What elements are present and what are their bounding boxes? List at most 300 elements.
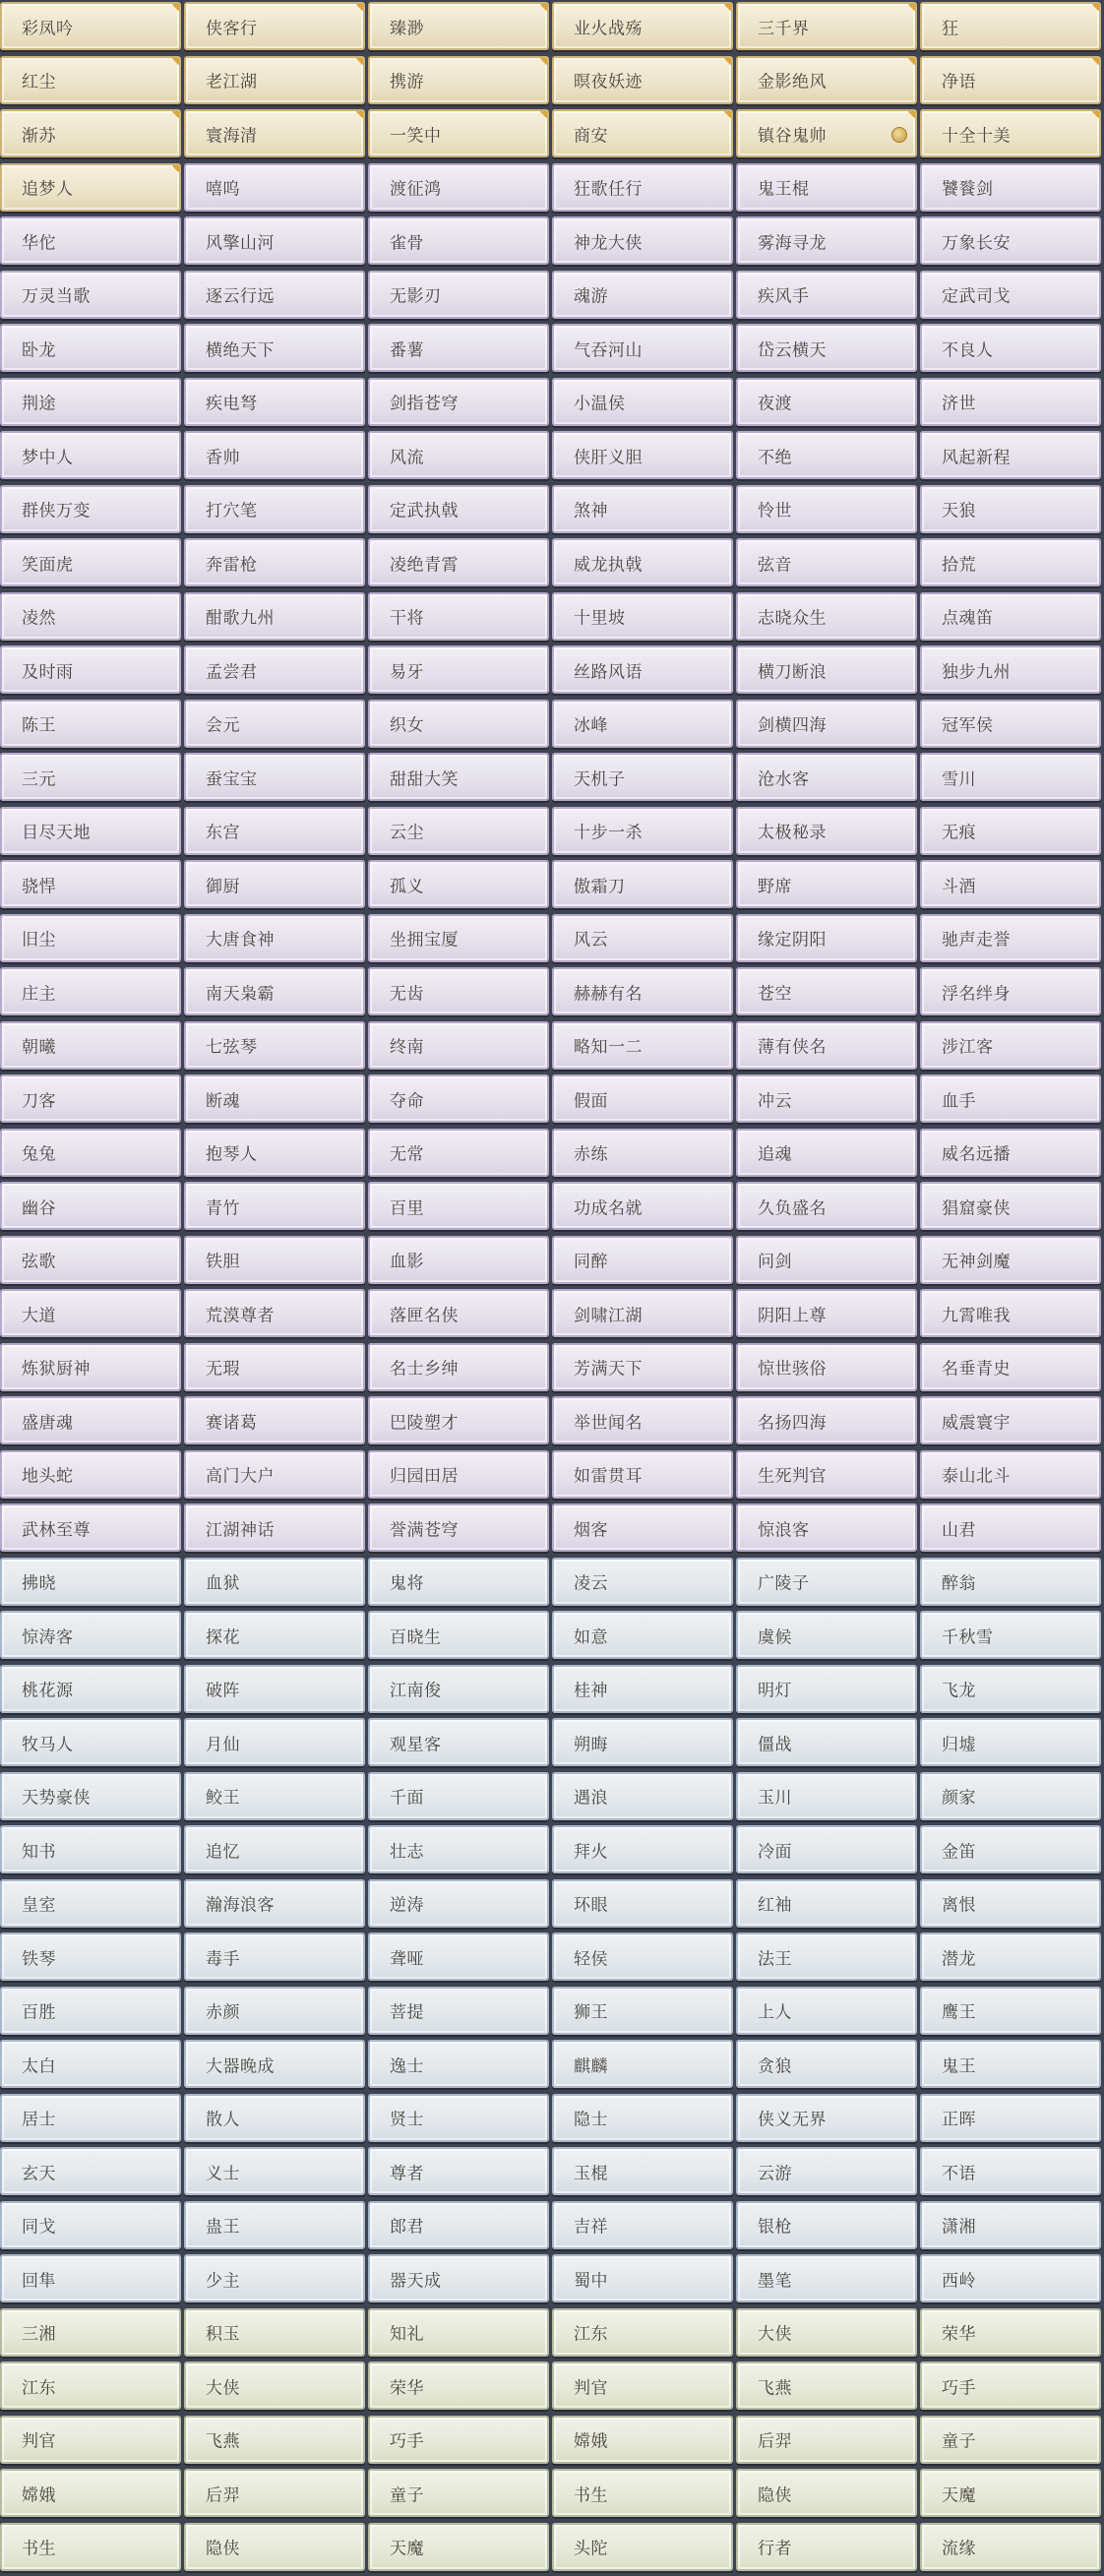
title-tile[interactable] — [736, 2, 917, 50]
title-tile[interactable] — [920, 1987, 1101, 2035]
title-tile[interactable] — [184, 860, 365, 908]
title-tile[interactable] — [0, 1772, 181, 1820]
title-tile[interactable] — [736, 645, 917, 694]
title-tile[interactable] — [920, 1718, 1101, 1766]
title-tile[interactable] — [0, 2040, 181, 2088]
title-tile[interactable] — [368, 1611, 549, 1659]
title-tile[interactable] — [552, 645, 733, 694]
title-tile[interactable] — [184, 914, 365, 962]
title-tile[interactable] — [736, 1932, 917, 1981]
title-tile[interactable] — [0, 860, 181, 908]
title-tile[interactable] — [0, 1987, 181, 2035]
title-tile[interactable] — [736, 1074, 917, 1123]
title-tile[interactable] — [0, 914, 181, 962]
title-tile[interactable] — [736, 1129, 917, 1177]
title-tile[interactable] — [184, 216, 365, 265]
title-tile[interactable] — [552, 1558, 733, 1606]
title-tile[interactable] — [368, 2, 549, 50]
title-tile[interactable] — [736, 324, 917, 372]
title-tile[interactable] — [368, 645, 549, 694]
title-tile[interactable] — [0, 1611, 181, 1659]
title-tile[interactable] — [736, 1182, 917, 1230]
title-tile[interactable] — [920, 1289, 1101, 1337]
title-tile[interactable] — [552, 2094, 733, 2142]
title-tile[interactable] — [184, 753, 365, 801]
title-tile[interactable] — [184, 807, 365, 855]
title-tile[interactable] — [0, 2361, 181, 2410]
title-tile-label: 月仙 — [206, 1735, 240, 1754]
title-tile-label: 坐拥宝厦 — [390, 930, 459, 951]
title-tile[interactable] — [736, 860, 917, 908]
title-tile[interactable] — [552, 216, 733, 265]
title-tile[interactable] — [184, 967, 365, 1015]
title-tile[interactable] — [920, 1236, 1101, 1284]
title-tile[interactable] — [184, 1074, 365, 1123]
title-tile[interactable] — [368, 1879, 549, 1928]
title-tile-label: 刀客 — [22, 1091, 56, 1111]
title-tile[interactable] — [184, 2469, 365, 2517]
title-tile[interactable] — [552, 431, 733, 479]
title-tile[interactable] — [736, 2201, 917, 2249]
title-tile[interactable] — [920, 1558, 1101, 1606]
title-tile[interactable] — [552, 2361, 733, 2410]
title-tile[interactable] — [184, 1450, 365, 1499]
title-tile[interactable] — [368, 163, 549, 212]
title-tile[interactable] — [368, 1396, 549, 1444]
title-tile[interactable] — [736, 2040, 917, 2088]
title-tile[interactable] — [552, 1396, 733, 1444]
title-tile[interactable] — [184, 324, 365, 372]
title-tile[interactable] — [0, 700, 181, 748]
title-tile[interactable] — [0, 1343, 181, 1391]
title-tile[interactable] — [920, 163, 1101, 212]
title-tile[interactable] — [184, 1236, 365, 1284]
title-tile[interactable] — [368, 753, 549, 801]
title-tile[interactable] — [184, 2, 365, 50]
title-tile[interactable] — [920, 2254, 1101, 2302]
title-tile[interactable] — [920, 1021, 1101, 1070]
title-tile[interactable] — [552, 2254, 733, 2302]
title-tile[interactable] — [552, 378, 733, 426]
title-tile[interactable] — [0, 538, 181, 586]
title-tile[interactable] — [0, 378, 181, 426]
title-tile[interactable] — [0, 2147, 181, 2195]
title-tile[interactable] — [184, 1396, 365, 1444]
title-tile[interactable] — [0, 56, 181, 104]
title-tile[interactable] — [368, 592, 549, 641]
title-tile[interactable] — [184, 1503, 365, 1552]
title-tile[interactable] — [368, 324, 549, 372]
title-tile[interactable] — [184, 2416, 365, 2464]
title-tile[interactable] — [920, 700, 1101, 748]
title-tile[interactable] — [184, 2361, 365, 2410]
title-tile[interactable] — [184, 378, 365, 426]
title-tile[interactable] — [920, 967, 1101, 1015]
title-tile[interactable] — [184, 1665, 365, 1713]
title-tile[interactable] — [736, 431, 917, 479]
title-tile[interactable] — [552, 2201, 733, 2249]
title-tile[interactable] — [736, 1503, 917, 1552]
title-tile[interactable] — [184, 1558, 365, 1606]
title-tile[interactable] — [184, 2094, 365, 2142]
title-tile[interactable] — [736, 2254, 917, 2302]
title-tile[interactable] — [552, 1987, 733, 2035]
title-tile[interactable] — [368, 1289, 549, 1337]
title-tile[interactable] — [552, 1718, 733, 1766]
title-tile[interactable] — [920, 1074, 1101, 1123]
title-tile-label: 判官 — [22, 2431, 56, 2452]
title-tile[interactable] — [368, 216, 549, 265]
title-tile[interactable] — [0, 1182, 181, 1230]
title-tile[interactable] — [736, 378, 917, 426]
grid-column — [552, 0, 733, 2576]
title-tile[interactable] — [184, 1182, 365, 1230]
title-tile[interactable] — [184, 1772, 365, 1820]
title-tile[interactable] — [736, 1236, 917, 1284]
title-tile[interactable] — [184, 1129, 365, 1177]
title-tile[interactable] — [184, 2040, 365, 2088]
title-tile-label: 云游 — [758, 2164, 792, 2183]
title-tile[interactable] — [920, 1611, 1101, 1659]
title-tile[interactable] — [0, 1396, 181, 1444]
title-tile[interactable] — [368, 2201, 549, 2249]
title-tile[interactable] — [0, 2254, 181, 2302]
title-tile[interactable] — [552, 753, 733, 801]
title-tile[interactable] — [184, 485, 365, 533]
title-tile[interactable] — [184, 2523, 365, 2571]
title-tile[interactable] — [368, 56, 549, 104]
title-tile[interactable] — [920, 1772, 1101, 1820]
title-tile[interactable] — [920, 2040, 1101, 2088]
title-tile[interactable] — [0, 109, 181, 157]
title-tile[interactable] — [0, 2416, 181, 2464]
title-tile[interactable] — [368, 1987, 549, 2035]
title-tile[interactable] — [368, 1450, 549, 1499]
title-tile[interactable] — [0, 1718, 181, 1766]
title-tile[interactable] — [368, 1182, 549, 1230]
title-tile[interactable] — [736, 1450, 917, 1499]
title-tile[interactable] — [552, 914, 733, 962]
title-tile[interactable] — [184, 1289, 365, 1337]
title-tile[interactable] — [736, 538, 917, 586]
title-tile[interactable] — [736, 1772, 917, 1820]
title-tile[interactable] — [920, 807, 1101, 855]
title-tile[interactable] — [920, 485, 1101, 533]
title-tile-label: 生死判官 — [758, 1466, 827, 1487]
title-tile[interactable] — [368, 1825, 549, 1873]
title-tile[interactable] — [368, 1503, 549, 1552]
title-tile[interactable] — [0, 1932, 181, 1981]
title-tile[interactable] — [184, 1932, 365, 1981]
title-tile[interactable] — [736, 2094, 917, 2142]
title-tile[interactable] — [0, 967, 181, 1015]
title-tile[interactable] — [920, 2, 1101, 50]
title-tile-label: 群侠万变 — [22, 501, 91, 521]
title-tile[interactable] — [552, 2523, 733, 2571]
title-tile[interactable] — [920, 538, 1101, 586]
title-tile[interactable] — [736, 1021, 917, 1070]
title-tile[interactable] — [736, 1879, 917, 1928]
title-tile[interactable] — [0, 2308, 181, 2357]
title-tile[interactable] — [552, 1074, 733, 1123]
title-tile[interactable] — [184, 1611, 365, 1659]
title-tile[interactable] — [368, 1558, 549, 1606]
title-tile[interactable] — [920, 1825, 1101, 1873]
title-tile[interactable] — [0, 753, 181, 801]
title-tile[interactable] — [368, 967, 549, 1015]
title-tile[interactable] — [920, 216, 1101, 265]
title-tile[interactable] — [736, 163, 917, 212]
title-tile[interactable] — [920, 2094, 1101, 2142]
title-tile[interactable] — [184, 1987, 365, 2035]
title-tile[interactable] — [184, 1825, 365, 1873]
title-tile-label: 缘定阴阳 — [758, 930, 827, 951]
title-tile[interactable] — [0, 271, 181, 319]
title-tile[interactable] — [368, 807, 549, 855]
title-tile[interactable] — [368, 1021, 549, 1070]
title-tile[interactable] — [920, 592, 1101, 641]
title-tile[interactable] — [368, 485, 549, 533]
title-tile[interactable] — [552, 56, 733, 104]
title-tile[interactable] — [736, 1718, 917, 1766]
title-tile[interactable] — [736, 216, 917, 265]
title-tile[interactable] — [184, 1343, 365, 1391]
title-tile[interactable] — [920, 271, 1101, 319]
title-tile[interactable] — [184, 2254, 365, 2302]
title-tile[interactable] — [0, 1503, 181, 1552]
title-tile[interactable] — [368, 1665, 549, 1713]
title-tile[interactable] — [368, 1343, 549, 1391]
title-tile[interactable] — [184, 1879, 365, 1928]
title-tile[interactable] — [552, 2040, 733, 2088]
title-tile[interactable] — [552, 2308, 733, 2357]
title-tile[interactable] — [0, 1074, 181, 1123]
title-tile[interactable] — [368, 1932, 549, 1981]
title-tile[interactable] — [552, 1665, 733, 1713]
title-tile[interactable] — [0, 1021, 181, 1070]
title-tile[interactable] — [368, 2254, 549, 2302]
title-tile[interactable] — [552, 485, 733, 533]
title-tile[interactable] — [552, 807, 733, 855]
title-tile[interactable] — [0, 1879, 181, 1928]
title-tile[interactable] — [736, 271, 917, 319]
title-tile[interactable] — [184, 645, 365, 694]
title-tile[interactable] — [736, 753, 917, 801]
title-tile[interactable] — [0, 645, 181, 694]
title-tile[interactable] — [0, 592, 181, 641]
title-tile[interactable] — [184, 1021, 365, 1070]
title-tile[interactable] — [736, 1611, 917, 1659]
title-tile[interactable] — [184, 592, 365, 641]
title-tile[interactable] — [920, 2201, 1101, 2249]
title-tile[interactable] — [920, 2147, 1101, 2195]
title-tile[interactable] — [920, 645, 1101, 694]
title-tile[interactable] — [920, 2523, 1101, 2571]
title-tile[interactable] — [552, 1289, 733, 1337]
title-tile[interactable] — [184, 2201, 365, 2249]
title-tile[interactable] — [0, 324, 181, 372]
title-tile[interactable] — [736, 2469, 917, 2517]
title-tile[interactable] — [368, 538, 549, 586]
title-tile[interactable] — [0, 1129, 181, 1177]
title-tile[interactable] — [736, 2416, 917, 2464]
title-tile[interactable] — [184, 2308, 365, 2357]
title-tile[interactable] — [368, 1718, 549, 1766]
title-tile[interactable] — [184, 1718, 365, 1766]
title-tile[interactable] — [0, 431, 181, 479]
title-tile[interactable] — [552, 2147, 733, 2195]
title-tile[interactable] — [0, 807, 181, 855]
title-tile[interactable] — [552, 592, 733, 641]
title-tile[interactable] — [184, 538, 365, 586]
title-tile[interactable] — [920, 2361, 1101, 2410]
title-tile[interactable] — [0, 2094, 181, 2142]
title-tile[interactable] — [736, 2361, 917, 2410]
title-tile[interactable] — [0, 1289, 181, 1337]
title-tile-label: 煞神 — [574, 501, 608, 521]
title-tile[interactable] — [736, 967, 917, 1015]
title-tile[interactable] — [368, 271, 549, 319]
title-tile[interactable] — [920, 56, 1101, 104]
title-tile[interactable] — [184, 700, 365, 748]
title-tile[interactable] — [552, 1182, 733, 1230]
title-tile[interactable] — [920, 1396, 1101, 1444]
title-tile[interactable] — [920, 914, 1101, 962]
title-tile[interactable] — [184, 271, 365, 319]
title-tile[interactable] — [0, 2469, 181, 2517]
title-tile[interactable] — [552, 324, 733, 372]
title-tile[interactable] — [736, 700, 917, 748]
title-tile[interactable] — [552, 1450, 733, 1499]
title-tile[interactable] — [368, 109, 549, 157]
title-tile[interactable] — [552, 1825, 733, 1873]
title-tile[interactable] — [920, 1503, 1101, 1552]
title-tile[interactable] — [0, 1825, 181, 1873]
title-tile[interactable] — [552, 1772, 733, 1820]
title-tile[interactable] — [0, 1665, 181, 1713]
title-tile[interactable] — [736, 807, 917, 855]
title-tile-label: 问剑 — [758, 1252, 792, 1272]
title-tile[interactable] — [0, 1558, 181, 1606]
title-tile[interactable] — [368, 914, 549, 962]
title-tile[interactable] — [184, 109, 365, 157]
title-tile[interactable] — [368, 1772, 549, 1820]
title-tile[interactable] — [736, 2147, 917, 2195]
title-tile[interactable] — [368, 2308, 549, 2357]
title-tile[interactable] — [552, 860, 733, 908]
title-tile[interactable] — [552, 1503, 733, 1552]
title-tile[interactable] — [552, 271, 733, 319]
title-tile-label: 誉满苍穹 — [390, 1520, 459, 1540]
title-tile[interactable] — [368, 431, 549, 479]
title-tile[interactable] — [736, 1558, 917, 1606]
title-tile[interactable] — [552, 1879, 733, 1928]
title-tile[interactable] — [0, 1236, 181, 1284]
title-tile[interactable] — [552, 1129, 733, 1177]
title-tile[interactable] — [368, 2094, 549, 2142]
title-tile[interactable] — [0, 2523, 181, 2571]
title-tile[interactable] — [0, 163, 181, 212]
title-tile[interactable] — [552, 163, 733, 212]
title-tile[interactable] — [920, 2416, 1101, 2464]
title-tile[interactable] — [368, 1236, 549, 1284]
title-tile[interactable] — [184, 56, 365, 104]
title-tile[interactable] — [0, 1450, 181, 1499]
title-tile[interactable] — [0, 2201, 181, 2249]
title-tile[interactable] — [736, 914, 917, 962]
title-tile[interactable] — [552, 700, 733, 748]
title-tile[interactable] — [920, 431, 1101, 479]
title-tile[interactable] — [920, 1932, 1101, 1981]
title-tile[interactable] — [920, 1879, 1101, 1928]
title-tile[interactable] — [368, 2147, 549, 2195]
title-tile[interactable] — [184, 163, 365, 212]
title-tile[interactable] — [736, 485, 917, 533]
title-tile[interactable] — [736, 56, 917, 104]
title-tile[interactable] — [184, 2147, 365, 2195]
title-tile[interactable] — [552, 1236, 733, 1284]
title-tile[interactable] — [920, 2308, 1101, 2357]
title-tile[interactable] — [920, 1129, 1101, 1177]
title-tile[interactable] — [368, 2040, 549, 2088]
title-tile[interactable] — [368, 2361, 549, 2410]
title-tile[interactable] — [368, 700, 549, 748]
title-tile[interactable] — [920, 1665, 1101, 1713]
title-tile[interactable] — [0, 216, 181, 265]
title-tile[interactable] — [736, 109, 917, 157]
title-tile[interactable] — [920, 1450, 1101, 1499]
title-tile[interactable] — [552, 1021, 733, 1070]
title-tile[interactable] — [920, 2469, 1101, 2517]
title-tile[interactable] — [0, 485, 181, 533]
title-tile[interactable] — [368, 1074, 549, 1123]
title-tile[interactable] — [368, 1129, 549, 1177]
title-tile[interactable] — [552, 2416, 733, 2464]
title-tile[interactable] — [920, 753, 1101, 801]
title-tile[interactable] — [368, 2523, 549, 2571]
title-tile[interactable] — [920, 1182, 1101, 1230]
title-tile[interactable] — [368, 2469, 549, 2517]
title-tile[interactable] — [736, 1396, 917, 1444]
title-tile[interactable] — [736, 2523, 917, 2571]
title-tile[interactable] — [736, 1343, 917, 1391]
title-tile[interactable] — [920, 1343, 1101, 1391]
title-tile[interactable] — [736, 1825, 917, 1873]
title-tile[interactable] — [368, 860, 549, 908]
title-tile[interactable] — [920, 860, 1101, 908]
title-tile[interactable] — [736, 1665, 917, 1713]
title-tile[interactable] — [0, 2, 181, 50]
title-tile[interactable] — [552, 1611, 733, 1659]
title-tile[interactable] — [736, 2308, 917, 2357]
title-tile[interactable] — [920, 378, 1101, 426]
title-tile[interactable] — [368, 2416, 549, 2464]
title-tile[interactable] — [552, 538, 733, 586]
title-tile[interactable] — [552, 2, 733, 50]
title-tile[interactable] — [552, 2469, 733, 2517]
title-tile[interactable] — [736, 592, 917, 641]
title-tile[interactable] — [736, 1987, 917, 2035]
title-tile[interactable] — [920, 324, 1101, 372]
title-tile[interactable] — [552, 1343, 733, 1391]
title-tile[interactable] — [184, 431, 365, 479]
title-tile[interactable] — [552, 109, 733, 157]
title-tile[interactable] — [736, 1289, 917, 1337]
title-tile[interactable] — [552, 967, 733, 1015]
title-tile[interactable] — [552, 1932, 733, 1981]
title-tile[interactable] — [368, 378, 549, 426]
title-tile[interactable] — [920, 109, 1101, 157]
